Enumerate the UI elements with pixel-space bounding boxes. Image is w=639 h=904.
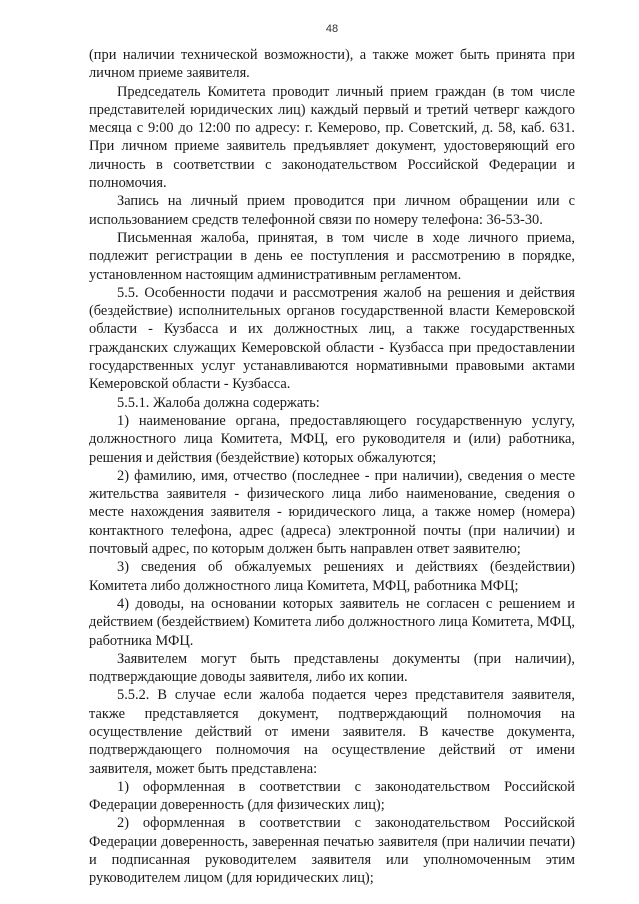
- paragraph-12: 5.5.2. В случае если жалоба подается через представителя заявителя, также представляется документ, подтверждающий полномочия на осуществление действий от имени заявителя. В качестве документа, подтверждающего полномочия на осуществление действий от имени заявителя, может быть представлена:: [89, 687, 575, 777]
- paragraph-2: Председатель Комитета проводит личный прием граждан (в том числе представителей юридических лиц) каждый первый и третий четверг каждого месяца с 9:00 до 12:00 по адресу: г. Кемерово, пр. Советский, д. 58, каб. 631. При личном приеме заявитель предъявляет документ, удостоверяющий его личность в соответствии с законодательством Российской Федерации и полномочия.: [89, 83, 575, 192]
- paragraph-11: Заявителем могут быть представлены документы (при наличии), подтверждающие доводы заявителя, либо их копии.: [89, 650, 575, 686]
- paragraph-9: 3) сведения об обжалуемых решениях и действиях (бездействии) Комитета либо должностного лица Комитета, МФЦ, работника МФЦ;: [89, 559, 575, 594]
- paragraph-3: Запись на личный прием проводится при личном обращении или с использованием средств телефонной связи по номеру телефона: 36-53-30.: [89, 193, 575, 228]
- paragraph-4: Письменная жалоба, принятая, в том числе в ходе личного приема, подлежит регистрации в день ее поступления и рассмотрению в порядке, установленном настоящим административным регламентом.: [89, 229, 575, 283]
- page-number: 48: [325, 23, 339, 35]
- paragraph-5: 5.5. Особенности подачи и рассмотрения жалоб на решения и действия (бездействие) исполнительных органов государственной власти Кемеровской области - Кузбасса и их должностных лиц, а также государственных гражданских служащих Кемеровской области - Кузбасса при предоставлении государственных услуг устанавливаются нормативными правовыми актами Кемеровской области - Кузбасса.: [89, 284, 575, 393]
- paragraph-10: 4) доводы, на основании которых заявитель не согласен с решением и действием (бездействием) Комитета либо должностного лица Комитета, МФЦ, работника МФЦ.: [89, 595, 575, 649]
- paragraph-13: 1) оформленная в соответствии с законодательством Российской Федерации доверенность (для физических лиц);: [89, 778, 575, 814]
- paragraph-14: 2) оформленная в соответствии с законодательством Российской Федерации доверенность, заверенная печатью заявителя (при наличии печати) и подписанная руководителем заявителя или уполномоченным этим руководителем лицом (для юридических лиц);: [89, 815, 575, 887]
- paragraph-1: (при наличии технической возможности), а также может быть принята при личном приеме заявителя.: [89, 47, 575, 82]
- paragraph-6: 5.5.1. Жалоба должна содержать:: [117, 394, 320, 411]
- paragraph-8: 2) фамилию, имя, отчество (последнее - при наличии), сведения о месте жительства заявителя - физического лица либо наименование, сведения о месте нахождения заявителя - юридического лица, а также номер (номера) контактного телефона, адрес (адреса) электронной почты (при наличии) и почтовый адрес, по которым должен быть направлен ответ заявителю;: [89, 467, 575, 558]
- paragraph-7: 1) наименование органа, предоставляющего государственную услугу, должностного лица Комитета, МФЦ, его руководителя и (или) работника, решения и действия (бездействие) которых обжалуются;: [89, 412, 575, 466]
